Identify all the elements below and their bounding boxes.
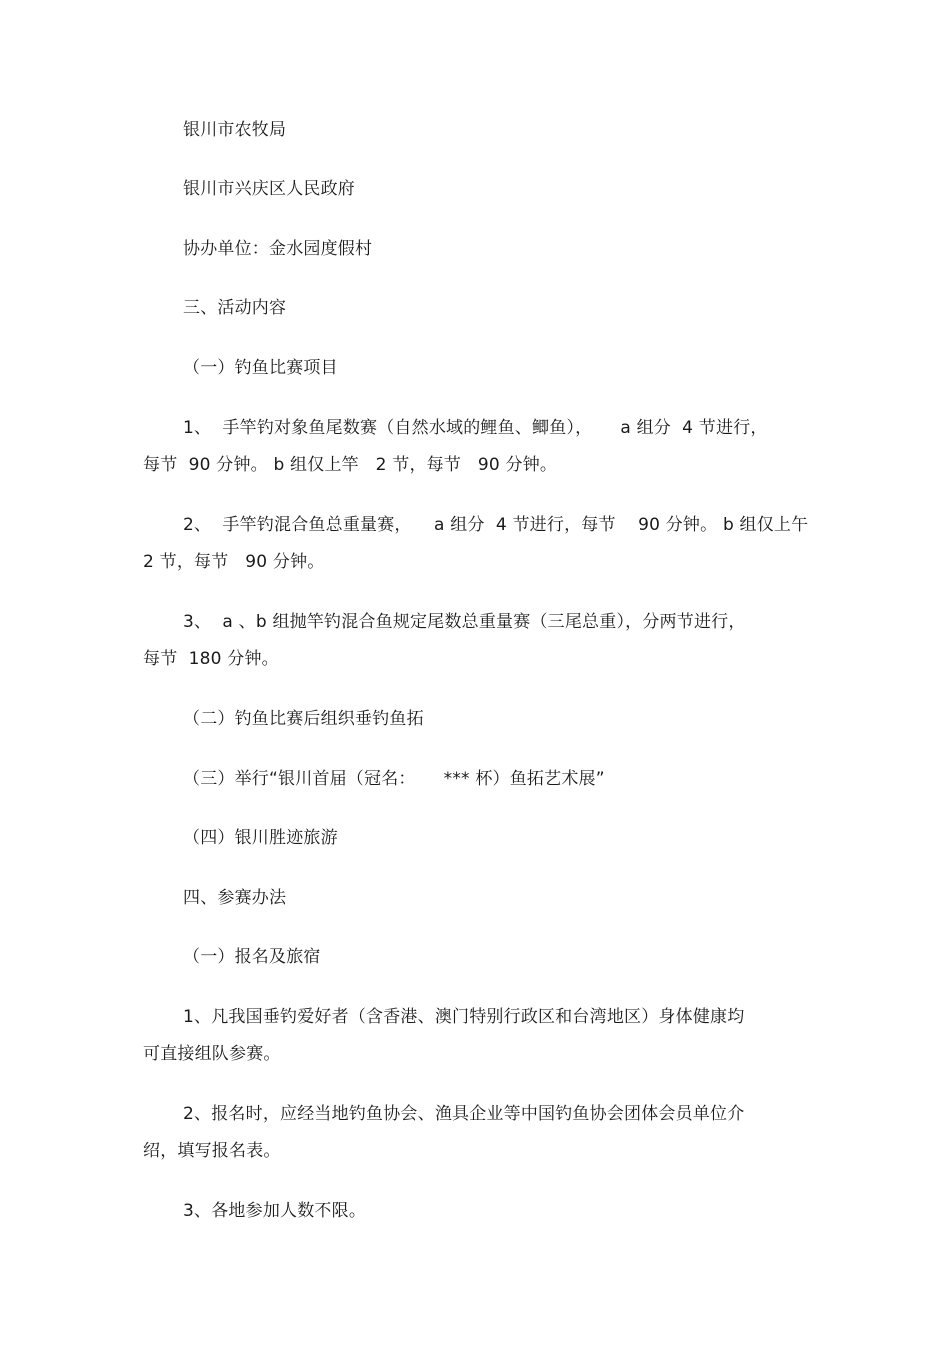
- section-4-heading: 四、参赛办法: [183, 888, 287, 908]
- item-1-line-1: 1、 手竿钓对象鱼尾数赛（自然水域的鲤鱼、鲫鱼）， a 组分 4 节进行，: [183, 418, 768, 438]
- s4-item-3: 3、各地参加人数不限。: [183, 1201, 367, 1221]
- item-3-line-1: 3、 a 、b 组抛竿钓混合鱼规定尾数总重量赛（三尾总重），分两节进行，: [183, 612, 746, 632]
- s4-item-2-line-2: 绍，填写报名表。: [143, 1141, 281, 1161]
- section-3-sub-2: （二）钓鱼比赛后组织垂钓鱼拓: [183, 709, 424, 729]
- section-4-sub-1-heading: （一）报名及旅宿: [183, 947, 321, 967]
- s4-item-2-line-1: 2、报名时，应经当地钓鱼协会、渔具企业等中国钓鱼协会团体会员单位介: [183, 1104, 745, 1124]
- section-3-heading: 三、活动内容: [183, 298, 287, 318]
- section-3-sub-3: （三）举行“银川首届（冠名： *** 杯）鱼拓艺术展”: [183, 769, 605, 789]
- item-2-line-2: 2 节，每节 90 分钟。: [143, 552, 325, 572]
- section-3-sub-4: （四）银川胜迹旅游: [183, 828, 338, 848]
- organizer-2: 银川市兴庆区人民政府: [183, 179, 355, 199]
- item-3-line-2: 每节 180 分钟。: [143, 649, 279, 669]
- item-1-line-2: 每节 90 分钟。 b 组仅上竿 2 节，每节 90 分钟。: [143, 455, 558, 475]
- organizer-1: 银川市农牧局: [183, 120, 287, 140]
- co-organizer: 协办单位：金水园度假村: [183, 239, 373, 259]
- section-3-sub-1-heading: （一）钓鱼比赛项目: [183, 358, 338, 378]
- item-2-line-1: 2、 手竿钓混合鱼总重量赛， a 组分 4 节进行，每节 90 分钟。 b 组仅上午: [183, 515, 809, 535]
- s4-item-1-line-1: 1、凡我国垂钓爱好者（含香港、澳门特别行政区和台湾地区）身体健康均: [183, 1007, 745, 1027]
- s4-item-1-line-2: 可直接组队参赛。: [143, 1044, 281, 1064]
